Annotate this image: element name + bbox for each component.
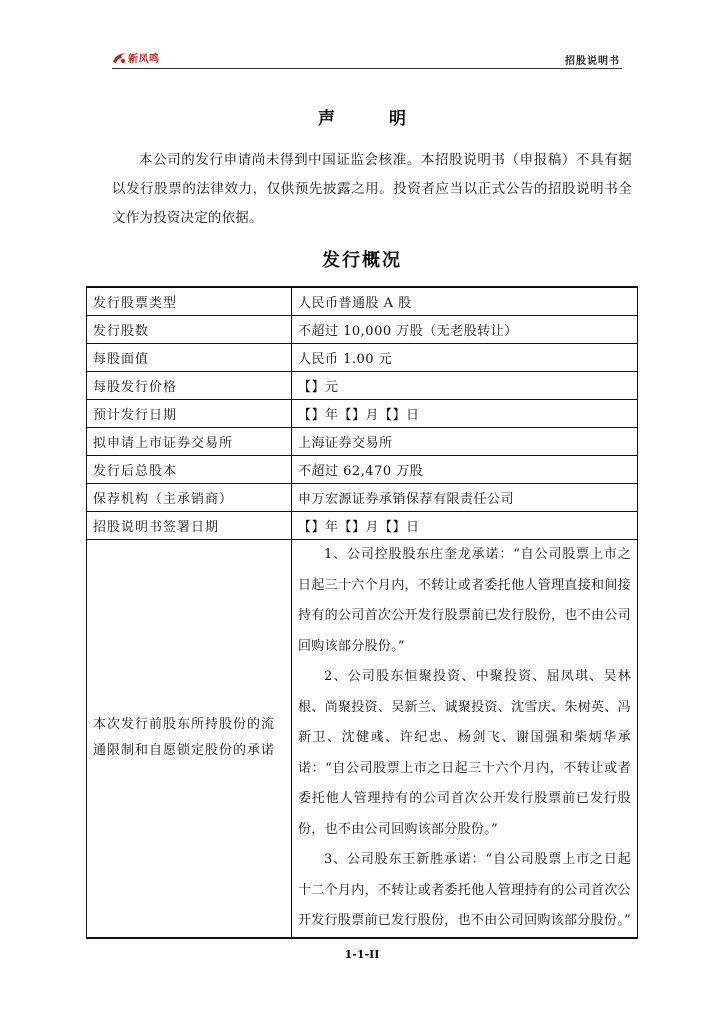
row-label: 招股说明书签署日期 (87, 512, 292, 540)
commitment-content (292, 540, 638, 938)
row-label: 预计发行日期 (87, 400, 292, 428)
row-value: 上海证券交易所 (292, 428, 638, 456)
statement-body: 本公司的发行申请尚未得到中国证监会核准。本招股说明书（申报稿）不具有据以发行股票的法律效力，仅供预先披露之用。投资者应当以正式公告的招股说明书全文作为投资决定的依据。 (112, 152, 632, 226)
table-row (87, 456, 638, 484)
commitment-row (87, 540, 638, 938)
row-value: 【】年【】月【】日 (292, 400, 638, 428)
row-value: 不超过 62,470 万股 (292, 456, 638, 484)
row-label: 保荐机构（主承销商） (87, 484, 292, 512)
table-row (87, 344, 638, 372)
table-row (87, 484, 638, 512)
table-row (87, 428, 638, 456)
table-row (87, 400, 638, 428)
page-header (112, 48, 622, 69)
row-value: 申万宏源证券承销保荐有限责任公司 (292, 484, 638, 512)
commitment-paragraph: 3、公司股东王新胜承诺：“自公司股票上市之日起十二个月内，不转让或者委托他人管理持有的公司首次公开发行股票前已发行股份，也不由公司回购该部分股份。” (298, 852, 631, 928)
table-row (87, 316, 638, 344)
table-row (87, 372, 638, 400)
row-value: 不超过 10,000 万股（无老股转让） (292, 316, 638, 344)
row-label: 发行股数 (87, 316, 292, 344)
table-row (87, 512, 638, 540)
phoenix-logo-icon (112, 52, 126, 64)
row-label: 拟申请上市证券交易所 (87, 428, 292, 456)
row-value: 【】年【】月【】日 (292, 512, 638, 540)
document-type: 招股说明书 (565, 56, 620, 67)
row-label: 每股发行价格 (87, 372, 292, 400)
row-label: 发行后总股本 (87, 456, 292, 484)
commitment-label: 本次发行前股东所持股份的流通限制和自愿锁定股份的承诺 (87, 540, 292, 938)
row-value: 【】元 (292, 372, 638, 400)
table-row (87, 287, 638, 316)
issuance-overview-table (86, 286, 638, 939)
overview-title: 发行概况 (322, 250, 402, 271)
row-label: 每股面值 (87, 344, 292, 372)
row-value: 人民币 1.00 元 (292, 344, 638, 372)
commitment-paragraph: 1、公司控股股东庄奎龙承诺：“自公司股票上市之日起三十六个月内，不转让或者委托他人管理直接和间接持有的公司首次公开发行股票前已发行股份，也不由公司回购该部分股份。” (298, 547, 631, 654)
page-number: 1-1-II (344, 948, 380, 961)
row-label: 发行股票类型 (87, 287, 292, 316)
company-logo (112, 50, 160, 65)
company-name: 新凤鸣 (128, 54, 160, 65)
statement-title: 声 明 (318, 109, 430, 129)
commitment-paragraph: 2、公司股东恒聚投资、中聚投资、屈凤琪、吴林根、尚聚投资、吴新兰、诚聚投资、沈雪庆、朱树英、冯新卫、沈健彧、许纪忠、杨剑飞、谢国强和柴炳华承诺：“自公司股票上市之日起三十六个月内，不转让或者委托他人管理持有的公司首次公开发行股票前已发行股份，也不由公司回购该部分股份。” (298, 669, 631, 837)
row-value: 人民币普通股 A 股 (292, 287, 638, 316)
